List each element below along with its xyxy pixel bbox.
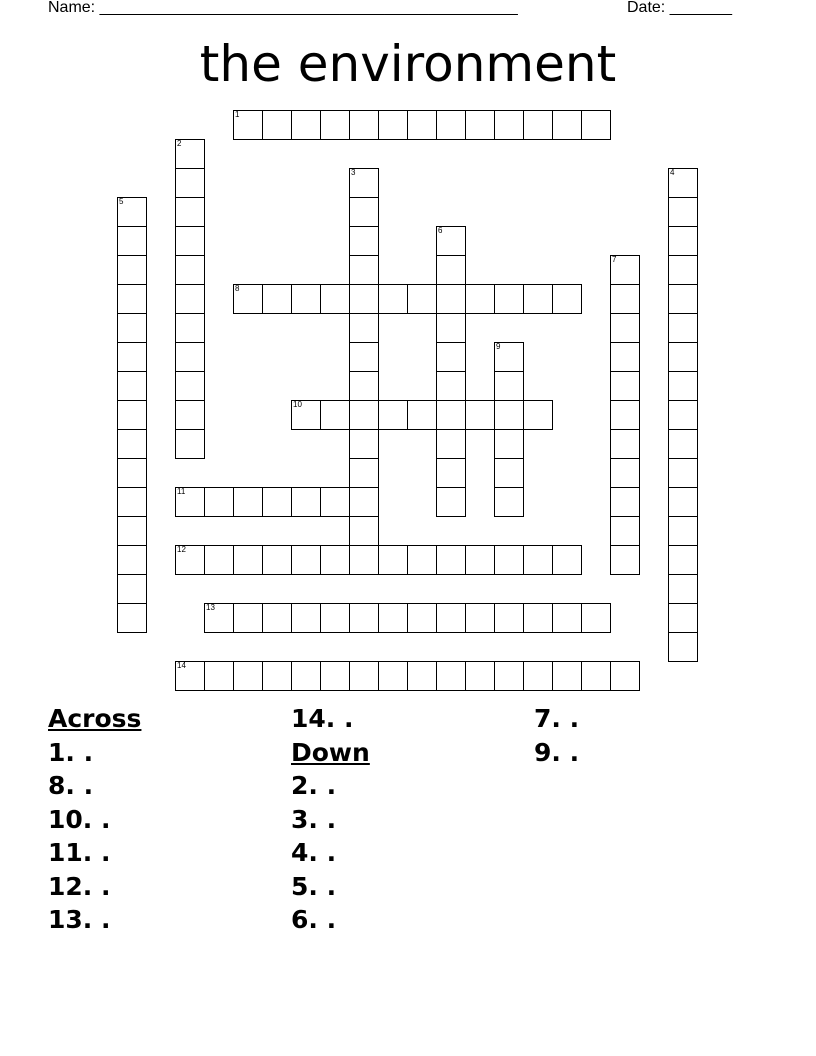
grid-cell[interactable] [262, 545, 292, 575]
grid-cell[interactable] [349, 661, 379, 691]
grid-cell[interactable] [407, 110, 437, 140]
grid-cell[interactable] [175, 342, 205, 372]
grid-cell[interactable] [610, 458, 640, 488]
grid-cell[interactable] [407, 284, 437, 314]
grid-cell[interactable] [378, 603, 408, 633]
grid-cell[interactable] [407, 603, 437, 633]
grid-cell[interactable] [291, 545, 321, 575]
clue-across-13: 13. . [48, 905, 111, 934]
clue-down-3: 3. . [291, 804, 337, 834]
grid-cell[interactable] [552, 661, 582, 691]
grid-cell[interactable] [523, 400, 553, 430]
grid-cell[interactable] [552, 545, 582, 575]
grid-cell[interactable] [610, 516, 640, 546]
grid-cell[interactable] [349, 458, 379, 488]
puzzle-title: the environment [199, 35, 617, 93]
grid-cell[interactable] [349, 429, 379, 459]
grid-cell[interactable] [291, 603, 321, 633]
down-heading: Down [291, 737, 370, 767]
clue-across-14: 14. . [291, 704, 354, 733]
grid-cell[interactable] [117, 284, 147, 314]
grid-cell[interactable] [668, 603, 698, 633]
clue-across-11: 11. . [48, 838, 111, 867]
grid-cell[interactable] [378, 110, 408, 140]
clue-number: 1 [235, 110, 240, 119]
grid-cell[interactable] [117, 371, 147, 401]
grid-cell[interactable] [581, 661, 611, 691]
grid-cell[interactable] [233, 661, 263, 691]
grid-cell[interactable] [175, 284, 205, 314]
clue-column-3 [534, 702, 579, 769]
grid-cell[interactable] [668, 574, 698, 604]
grid-cell[interactable] [436, 313, 466, 343]
grid-cell[interactable] [523, 603, 553, 633]
grid-cell[interactable] [349, 371, 379, 401]
grid-cell[interactable] [117, 458, 147, 488]
grid-cell[interactable] [668, 487, 698, 517]
grid-cell[interactable] [552, 603, 582, 633]
grid-cell[interactable] [668, 197, 698, 227]
grid-cell[interactable] [494, 661, 524, 691]
grid-cell[interactable] [117, 226, 147, 256]
grid-cell[interactable] [668, 226, 698, 256]
grid-cell[interactable] [117, 603, 147, 633]
clue-across-10: 10. . [48, 804, 111, 834]
grid-cell[interactable] [291, 110, 321, 140]
grid-cell[interactable] [523, 661, 553, 691]
grid-cell[interactable] [436, 110, 466, 140]
date-field-line: Date: _______ [627, 0, 732, 16]
grid-cell[interactable] [436, 603, 466, 633]
grid-cell[interactable] [117, 516, 147, 546]
grid-cell[interactable] [291, 284, 321, 314]
grid-cell[interactable] [175, 371, 205, 401]
grid-cell[interactable] [117, 574, 147, 604]
clue-number: 10 [293, 400, 302, 409]
clue-number: 2 [177, 139, 182, 148]
grid-cell[interactable] [581, 603, 611, 633]
grid-cell[interactable] [407, 545, 437, 575]
grid-cell[interactable] [204, 661, 234, 691]
clue-column-1 [48, 702, 141, 937]
grid-cell[interactable] [262, 487, 292, 517]
clue-number: 6 [438, 226, 443, 235]
grid-cell[interactable] [494, 429, 524, 459]
grid-cell[interactable] [668, 255, 698, 285]
grid-cell[interactable] [349, 516, 379, 546]
grid-cell[interactable] [436, 400, 466, 430]
clue-down-9: 9. . [534, 737, 580, 767]
grid-cell[interactable] [668, 168, 698, 198]
grid-cell[interactable] [117, 429, 147, 459]
name-field-line: Name: _______________________________________________ [48, 0, 518, 16]
clue-column-2 [291, 702, 370, 937]
grid-cell[interactable] [349, 400, 379, 430]
grid-cell[interactable] [349, 284, 379, 314]
grid-cell[interactable] [320, 545, 350, 575]
grid-cell[interactable] [378, 400, 408, 430]
across-heading: Across [48, 704, 142, 733]
grid-cell[interactable] [320, 110, 350, 140]
clue-number: 13 [206, 603, 215, 612]
grid-cell[interactable] [349, 168, 379, 198]
grid-cell[interactable] [262, 603, 292, 633]
grid-cell[interactable] [523, 284, 553, 314]
grid-cell[interactable] [291, 487, 321, 517]
grid-cell[interactable] [465, 545, 495, 575]
grid-cell[interactable] [291, 661, 321, 691]
grid-cell[interactable] [262, 110, 292, 140]
grid-cell[interactable] [349, 197, 379, 227]
grid-cell[interactable] [175, 255, 205, 285]
clue-number: 8 [235, 284, 240, 293]
grid-cell[interactable] [175, 313, 205, 343]
grid-cell[interactable] [204, 487, 234, 517]
grid-cell[interactable] [668, 400, 698, 430]
grid-cell[interactable] [552, 110, 582, 140]
grid-cell[interactable] [465, 400, 495, 430]
clue-down-4: 4. . [291, 838, 337, 867]
grid-cell[interactable] [436, 545, 466, 575]
grid-cell[interactable] [494, 545, 524, 575]
grid-cell[interactable] [349, 255, 379, 285]
grid-cell[interactable] [610, 400, 640, 430]
clue-down-7: 7. . [534, 704, 580, 733]
grid-cell[interactable] [436, 458, 466, 488]
grid-cell[interactable] [436, 661, 466, 691]
grid-cell[interactable] [552, 284, 582, 314]
grid-cell[interactable] [117, 545, 147, 575]
grid-cell[interactable] [465, 284, 495, 314]
grid-cell[interactable] [349, 342, 379, 372]
grid-cell[interactable] [436, 371, 466, 401]
grid-cell[interactable] [668, 284, 698, 314]
grid-cell[interactable] [117, 400, 147, 430]
grid-cell[interactable] [436, 284, 466, 314]
grid-cell[interactable] [494, 487, 524, 517]
clue-number: 14 [177, 661, 186, 670]
grid-cell[interactable] [610, 371, 640, 401]
grid-cell[interactable] [175, 429, 205, 459]
grid-cell[interactable] [117, 342, 147, 372]
grid-cell[interactable] [436, 255, 466, 285]
clue-number: 7 [612, 255, 617, 264]
grid-cell[interactable] [668, 313, 698, 343]
grid-cell[interactable] [320, 603, 350, 633]
grid-cell[interactable] [378, 284, 408, 314]
grid-cell[interactable] [204, 603, 234, 633]
grid-cell[interactable] [262, 661, 292, 691]
clue-number: 9 [496, 342, 501, 351]
grid-cell[interactable] [175, 487, 205, 517]
clue-number: 3 [351, 168, 356, 177]
grid-cell[interactable] [465, 110, 495, 140]
grid-cell[interactable] [494, 371, 524, 401]
clue-number: 5 [119, 197, 124, 206]
grid-cell[interactable] [494, 458, 524, 488]
grid-cell[interactable] [610, 313, 640, 343]
grid-cell[interactable] [378, 545, 408, 575]
clue-across-8: 8. . [48, 771, 94, 800]
grid-cell[interactable] [349, 487, 379, 517]
grid-cell[interactable] [668, 458, 698, 488]
grid-cell[interactable] [349, 545, 379, 575]
grid-cell[interactable] [668, 429, 698, 459]
grid-cell[interactable] [436, 487, 466, 517]
grid-cell[interactable] [668, 342, 698, 372]
clue-down-2: 2. . [291, 771, 337, 800]
grid-cell[interactable] [465, 603, 495, 633]
grid-cell[interactable] [320, 661, 350, 691]
grid-cell[interactable] [494, 342, 524, 372]
grid-cell[interactable] [523, 545, 553, 575]
grid-cell[interactable] [349, 603, 379, 633]
grid-cell[interactable] [668, 371, 698, 401]
grid-cell[interactable] [233, 284, 263, 314]
grid-cell[interactable] [407, 661, 437, 691]
grid-cell[interactable] [436, 226, 466, 256]
grid-cell[interactable] [436, 342, 466, 372]
grid-cell[interactable] [233, 603, 263, 633]
clue-number: 4 [670, 168, 675, 177]
grid-cell[interactable] [436, 429, 466, 459]
clue-down-5: 5. . [291, 871, 337, 901]
grid-cell[interactable] [581, 110, 611, 140]
grid-cell[interactable] [117, 255, 147, 285]
grid-cell[interactable] [175, 168, 205, 198]
grid-cell[interactable] [610, 284, 640, 314]
grid-cell[interactable] [610, 342, 640, 372]
grid-cell[interactable] [320, 487, 350, 517]
clue-across-12: 12. . [48, 871, 111, 901]
grid-cell[interactable] [610, 545, 640, 575]
clue-number: 12 [177, 545, 186, 554]
grid-cell[interactable] [233, 110, 263, 140]
grid-cell[interactable] [233, 487, 263, 517]
grid-cell[interactable] [320, 400, 350, 430]
grid-cell[interactable] [117, 313, 147, 343]
grid-cell[interactable] [668, 632, 698, 662]
grid-cell[interactable] [291, 400, 321, 430]
grid-cell[interactable] [349, 110, 379, 140]
grid-cell[interactable] [610, 255, 640, 285]
grid-cell[interactable] [117, 487, 147, 517]
clue-number: 11 [177, 487, 186, 496]
grid-cell[interactable] [494, 400, 524, 430]
grid-cell[interactable] [349, 313, 379, 343]
clue-down-6: 6. . [291, 905, 337, 934]
grid-cell[interactable] [204, 545, 234, 575]
grid-cell[interactable] [668, 545, 698, 575]
grid-cell[interactable] [610, 429, 640, 459]
grid-cell[interactable] [175, 226, 205, 256]
grid-cell[interactable] [175, 545, 205, 575]
grid-cell[interactable] [610, 661, 640, 691]
grid-cell[interactable] [262, 284, 292, 314]
clue-across-1: 1. . [48, 737, 94, 767]
grid-cell[interactable] [378, 661, 408, 691]
grid-cell[interactable] [117, 197, 147, 227]
grid-cell[interactable] [494, 603, 524, 633]
grid-cell[interactable] [407, 400, 437, 430]
grid-cell[interactable] [175, 400, 205, 430]
grid-cell[interactable] [523, 110, 553, 140]
grid-cell[interactable] [320, 284, 350, 314]
grid-cell[interactable] [349, 226, 379, 256]
grid-cell[interactable] [175, 139, 205, 169]
grid-cell[interactable] [494, 110, 524, 140]
grid-cell[interactable] [610, 487, 640, 517]
grid-cell[interactable] [668, 516, 698, 546]
grid-cell[interactable] [465, 661, 495, 691]
grid-cell[interactable] [175, 197, 205, 227]
grid-cell[interactable] [494, 284, 524, 314]
grid-cell[interactable] [175, 661, 205, 691]
grid-cell[interactable] [233, 545, 263, 575]
